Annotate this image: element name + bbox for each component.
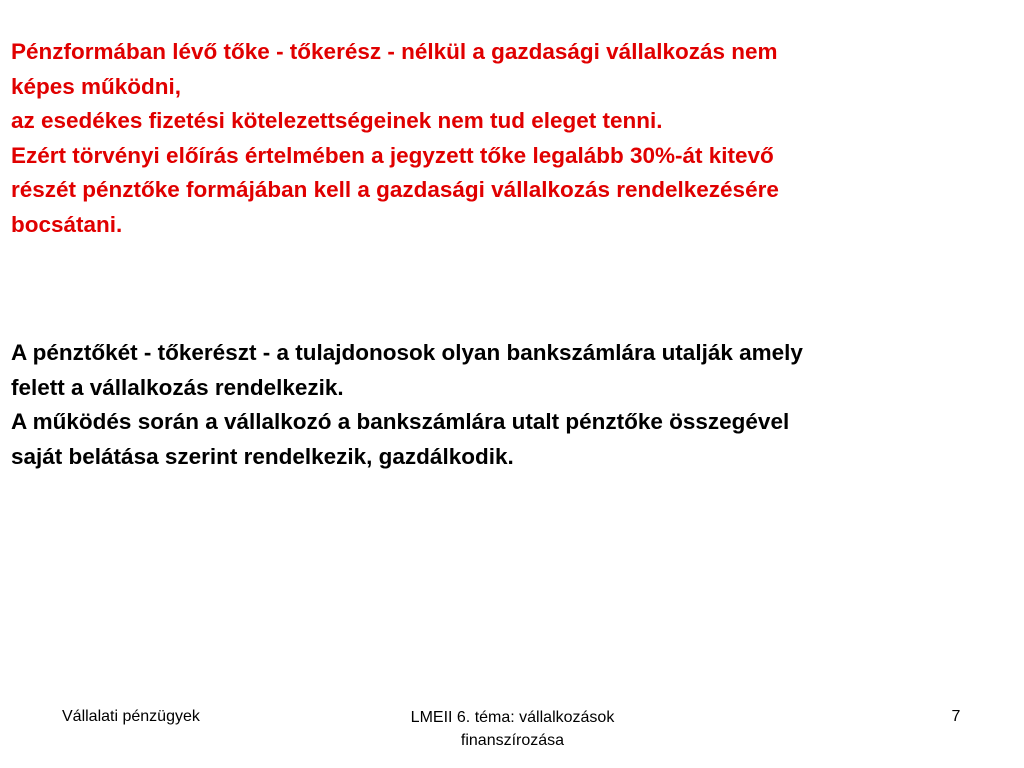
red-line-1: Pénzformában lévő tőke - tőkerész - nélkül a gazdasági vállalkozás nem [11,39,778,64]
footer-topic [350,706,675,752]
red-line-3: az esedékes fizetési kötelezettségeinek nem tud eleget tenni. [11,108,663,133]
black-text-block [11,336,1016,474]
red-line-2: képes működni, [11,73,182,99]
footer-topic-line-2: finanszírozása [460,732,565,749]
black-line-4: saját belátása szerint rendelkezik, gazdálkodik. [11,443,514,469]
black-line-3: A működés során a vállalkozó a bankszámlára utalt pénztőke összegével [11,409,790,434]
black-line-2: felett a vállalkozás rendelkezik. [11,374,344,400]
footer-course-title: Vállalati pénzügyek [62,708,200,725]
footer-topic-line-1: LMEII 6. téma: vállalkozások [410,709,615,726]
red-line-4: Ezért törvényi előírás értelmében a jegyzett tőke legalább 30%-át kitevő [11,142,774,168]
black-line-1: A pénztőkét - tőkerészt - a tulajdonosok olyan bankszámlára utalják amely [11,340,803,365]
page-number: 7 [951,708,961,725]
red-line-6: bocsátani. [11,211,123,237]
red-text-block [11,35,1016,242]
red-line-5: részét pénztőke formájában kell a gazdasági vállalkozás rendelkezésére [11,177,779,202]
